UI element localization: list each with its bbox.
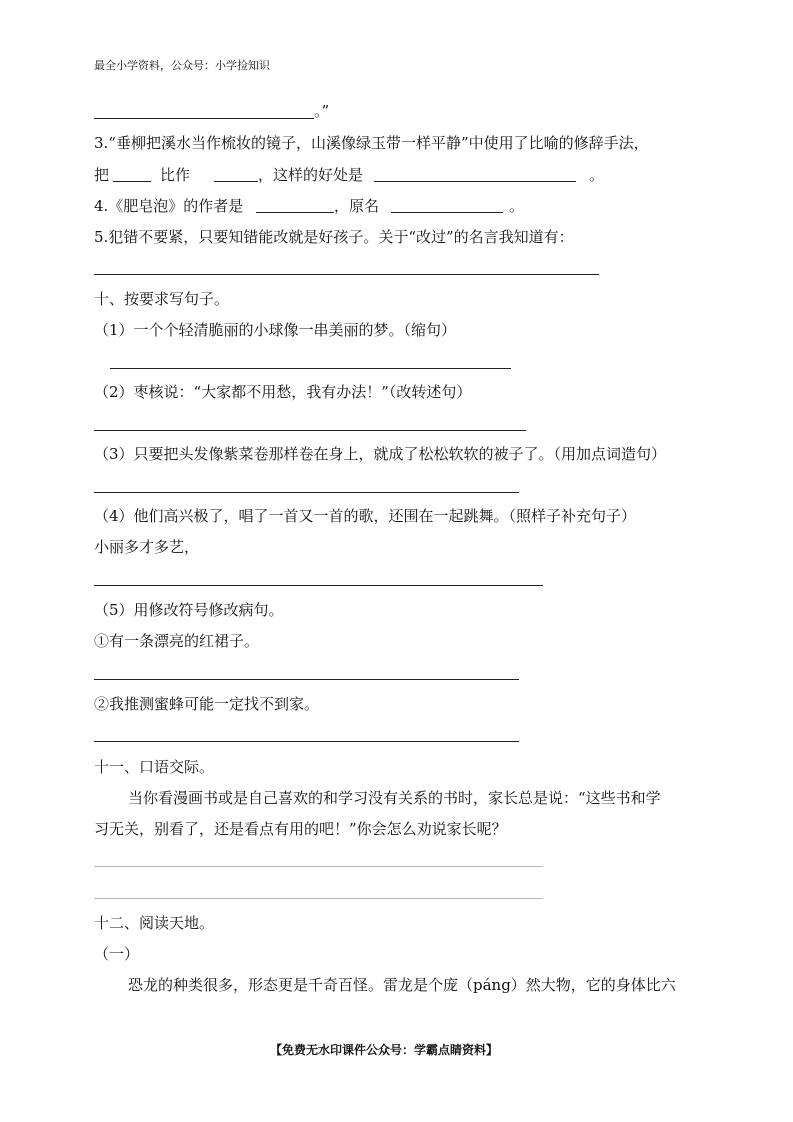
s12-subtitle: （一） xyxy=(94,945,140,963)
q3-p1: 把 xyxy=(94,166,110,184)
q3-p4: 。 xyxy=(589,166,605,184)
answer-line[interactable] xyxy=(113,181,151,182)
s10-item-3: （3）只要把头发像紫菜卷那样卷在身上，就成了松松软软的被子了。（用加点词造句） xyxy=(94,445,667,463)
s10-item-5a: ①有一条漂亮的红裙子。 xyxy=(94,632,260,650)
answer-line[interactable] xyxy=(94,679,519,680)
answer-line[interactable] xyxy=(374,181,576,182)
section-11-title: 十一、口语交际。 xyxy=(94,758,215,776)
q3-p3: ，这样的好处是 xyxy=(258,166,364,184)
s11-paragraph-line2: 习无关，别看了，还是看点有用的吧！”你会怎么劝说家长呢？ xyxy=(94,820,507,838)
q2-tail: 。” xyxy=(314,102,330,120)
s12-paragraph-line1: 恐龙的种类很多，形态更是千奇百怪。雷龙是个庞（páng）然大物，它的身体比六 xyxy=(128,976,676,994)
answer-line[interactable] xyxy=(94,585,543,586)
q3-p2: 比作 xyxy=(160,166,191,184)
s10-item-5: （5）用修改符号修改病句。 xyxy=(94,601,284,619)
q4-p1: 4.《肥皂泡》的作者是 xyxy=(94,197,244,215)
answer-line[interactable] xyxy=(94,430,526,431)
s10-item-4: （4）他们高兴极了，唱了一首又一首的歌，还围在一起跳舞。（照样子补充句子） xyxy=(94,507,637,525)
section-10-title: 十、按要求写句子。 xyxy=(94,290,230,308)
q5-text: 5.犯错不要紧，只要知错能改就是好孩子。关于“改过”的名言我知道有： xyxy=(94,228,574,246)
section-12-title: 十二、阅读天地。 xyxy=(94,914,215,932)
answer-line[interactable] xyxy=(94,492,519,493)
answer-line[interactable] xyxy=(94,274,599,275)
s10-item-4-prompt: 小丽多才多艺， xyxy=(94,538,200,556)
answer-line[interactable] xyxy=(391,212,503,213)
page-header: 最全小学资料，公众号：小学捡知识 xyxy=(94,59,270,72)
s10-item-1: （1）一个个轻清脆丽的小球像一串美丽的梦。（缩句） xyxy=(94,321,457,339)
answer-line[interactable] xyxy=(256,212,334,213)
q4-p3: 。 xyxy=(509,197,525,215)
page-footer: 【免费无水印课件公众号：学霸点睛资料】 xyxy=(270,1043,499,1057)
answer-line[interactable] xyxy=(94,741,519,742)
s10-item-5b: ②我推测蜜蜂可能一定找不到家。 xyxy=(94,695,320,713)
q4-p2: ，原名 xyxy=(334,197,380,215)
s11-paragraph-line1: 当你看漫画书或是自己喜欢的和学习没有关系的书时，家长总是说：“这些书和学 xyxy=(128,789,661,807)
q3-line1: 3.“垂柳把溪水当作梳妆的镜子，山溪像绿玉带一样平静”中使用了比喻的修辞手法， xyxy=(94,134,649,152)
answer-line[interactable] xyxy=(94,898,543,899)
s10-item-2: （2）枣核说：“大家都不用愁，我有办法！”（改转述句） xyxy=(94,383,472,401)
answer-line[interactable] xyxy=(94,118,314,119)
answer-line[interactable] xyxy=(110,368,511,369)
answer-line[interactable] xyxy=(94,866,543,867)
answer-line[interactable] xyxy=(214,181,258,182)
